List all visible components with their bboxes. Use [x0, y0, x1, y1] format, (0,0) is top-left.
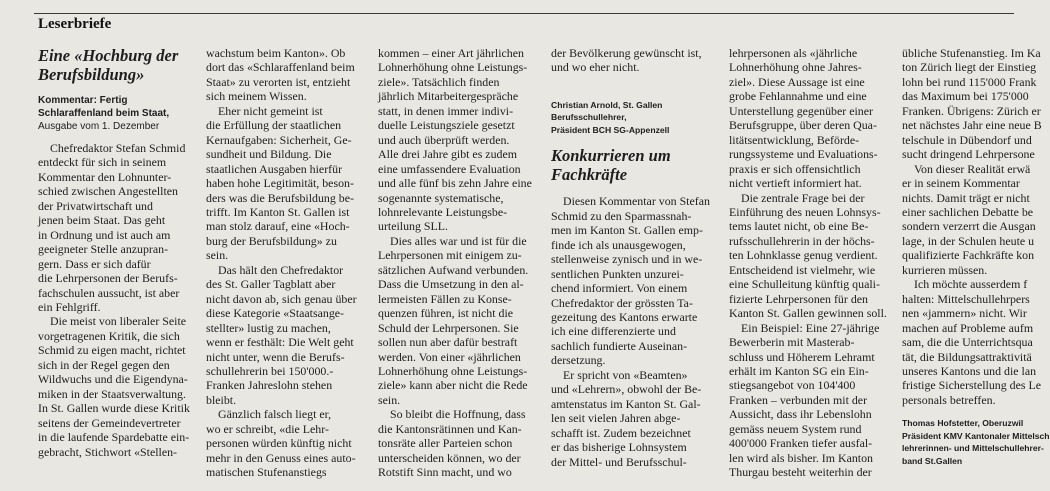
text-line: sich meinem Wissen. — [206, 89, 307, 104]
text-line: entdeckt für sich in seinem — [38, 155, 167, 170]
text-line: rufsschullehrerin in der höchs- — [729, 233, 875, 248]
text-line: nen «jammern» nicht. Wir — [902, 306, 1027, 321]
text-line: geeigneter Stelle anzupran- — [38, 242, 169, 257]
text-line: und auch überprüft werden. — [378, 132, 510, 147]
text-line: seitens der Gemeindevertreter — [38, 415, 181, 430]
text-line: Lehrpersonen mit einigem zu- — [378, 248, 522, 263]
letter1-text-part1 — [38, 141, 196, 459]
text-line: Eher nicht gemeint ist — [218, 103, 323, 118]
text-line: ton Zürich liegt der Einstieg — [902, 60, 1037, 75]
text-line: stellenweise zynisch und in we- — [551, 252, 703, 267]
text-line: In St. Gallen wurde diese Kritik — [38, 401, 190, 416]
text-line: übliche Stufenanstieg. Im Ka — [902, 46, 1041, 60]
text-line: grobe Fehlannahme und eine — [729, 89, 867, 104]
text-line: Franken. Übrigens: Zürich er — [902, 103, 1041, 118]
text-line: Thomas Hofstetter, Oberuzwil — [902, 418, 1024, 429]
text-line: sein. — [206, 248, 229, 263]
text-line: stellter» lustig zu machen, — [206, 320, 331, 335]
text-line: Alle drei Jahre gibt es zudem — [378, 147, 518, 162]
column-3 — [378, 46, 546, 480]
text-line: Kernaufgaben: Sicherheit, Ge- — [206, 132, 352, 147]
text-line: qualifizierte Fachkräfte kon — [902, 248, 1035, 263]
text-line: man stolz darauf, eine «Hoch- — [206, 219, 350, 234]
text-line: finde ich als unausgewogen, — [551, 237, 686, 252]
text-line: nichts. Damit trägt er nicht — [902, 190, 1030, 205]
text-line: schullehrerin bei 150'000.- — [206, 363, 334, 378]
text-line: Chefredaktor der grössten Ta- — [551, 295, 693, 310]
text-line: praxis er sich offensichtlich — [729, 161, 861, 176]
text-line: gebracht, Stichwort «Stellen- — [38, 444, 178, 459]
column-6 — [902, 46, 1050, 467]
text-line: in die laufende Spardebatte ein- — [38, 430, 190, 445]
text-line: gern. Dass er sich dafür — [38, 256, 151, 271]
text-line: die Kantonsrätinnen und Kan- — [378, 421, 522, 436]
text-line: sich in der Regel gegen den — [38, 357, 170, 372]
text-line: Von dieser Realität erwä — [914, 161, 1031, 176]
text-line: Dies alles war und ist für die — [390, 233, 527, 248]
text-line: ders was die Berufsbildung be- — [206, 190, 354, 205]
text-line: vorgetragenen Kritik, die sich — [38, 328, 180, 343]
text-line: nicht unter, wenn die Berufs- — [206, 349, 345, 364]
text-line: er das bisherige Lohnsystem — [551, 440, 687, 455]
text-line: Präsident KMV Kantonaler Mittelsch — [902, 430, 1050, 441]
text-line: jenen beim Staat. Das geht — [38, 213, 166, 228]
text-line: ziel». Diese Aussage ist eine — [729, 74, 865, 89]
text-line: dort das «Schlaraffenland beim — [206, 60, 355, 75]
text-line: die Erfüllung der staatlichen — [206, 118, 342, 133]
text-line: Schuld der Lehrpersonen. Sie — [378, 320, 519, 335]
text-line: Diesen Kommentar von Stefan — [563, 194, 710, 209]
text-line: nicht vertieft informiert hat. — [729, 176, 862, 191]
text-line: statt, in denen immer indivi- — [378, 103, 514, 118]
text-line: eine Schulleitung künftig quali- — [729, 277, 880, 292]
text-line: machen auf Probleme aufm — [902, 320, 1034, 335]
text-line: sachlich fundierte Auseinan- — [551, 338, 688, 353]
text-line: bleibt. — [206, 392, 237, 407]
text-line: lehrerinnen- und Mittelschullehrer- — [902, 443, 1044, 454]
text-line: Er spricht von «Beamten» — [563, 367, 688, 382]
text-line: kurrieren müssen. — [902, 262, 988, 277]
text-line: tems lautet nicht, ob eine Be- — [729, 219, 869, 234]
text-line: Chefredaktor Stefan Schmid — [50, 141, 186, 155]
text-line: urteilung SLL. — [378, 219, 449, 234]
text-line: Die zentrale Frage bei der — [741, 190, 865, 205]
text-line: der Privatwirtschaft und — [38, 198, 153, 213]
text-line: die Lehrpersonen der Berufs- — [38, 271, 178, 286]
text-line: schafft ist. Zudem bezeichnet — [551, 425, 691, 440]
text-line: litätsentwicklung, Beförde- — [729, 132, 860, 147]
text-line: amtenstatus im Kanton St. Gal- — [551, 396, 701, 411]
text-line: quenzen führen, ist nicht die — [378, 306, 514, 321]
text-line: sätzlichen Aufwand verbunden. — [378, 262, 529, 277]
text-line: erhält im Kanton SG ein Ein- — [729, 363, 869, 378]
text-line: in Ordnung und ist auch am — [38, 227, 171, 242]
text-line: Die meist von liberaler Seite — [50, 314, 187, 329]
text-line: So bleibt die Hoffnung, dass — [390, 407, 526, 422]
text-line: lohn bei rund 115'000 Frank — [902, 74, 1037, 89]
text-line: lehrpersonen als «jährliche — [729, 46, 858, 60]
text-line: Lohnerhöhung ohne Leistungs- — [378, 363, 528, 378]
text-line: chend informiert. Von einem — [551, 281, 688, 296]
text-line: len seit vielen Jahren abge- — [551, 411, 681, 426]
text-line: der Mittel- und Berufsschul- — [551, 454, 687, 469]
text-line: lohnrelevante Leistungsbe- — [378, 204, 508, 219]
text-line: sogenannte systematische, — [378, 190, 504, 205]
text-line: sollen nun aber dafür bestraft — [378, 335, 518, 350]
text-line: Schmid zu eigen macht, richtet — [38, 343, 186, 358]
text-line: rungssysteme und Evaluations- — [729, 147, 878, 162]
text-line: band St.Gallen — [902, 455, 963, 466]
text-line: ein Fehlgriff. — [38, 299, 101, 314]
letter1-comment-ref: Kommentar: Fertig Schlaraffenland beim Staat, — [38, 95, 170, 119]
top-rule — [34, 13, 1014, 14]
text-line: Dass die Umsetzung in den al- — [378, 277, 524, 292]
text-line: einer sachlichen Debatte be — [902, 204, 1034, 219]
text-line: lermeisten Fällen zu Konse- — [378, 291, 512, 306]
text-line: nicht davon ab, sich genau über — [206, 291, 357, 306]
letter2-text-part3 — [902, 46, 1042, 407]
text-line: Thurgau besteht weiterhin der — [729, 465, 872, 480]
text-line: burg der Berufsbildung» zu — [206, 233, 337, 248]
text-line: der Bevölkerung gewünscht ist, — [551, 46, 702, 60]
text-line: len wird als bisher. Im Kanton — [729, 450, 873, 465]
text-line: Gänzlich falsch liegt er, — [218, 407, 332, 422]
text-line: Berufsschullehrer, — [551, 112, 627, 123]
text-line: personen würden künftig nicht — [206, 436, 352, 451]
text-line: gezeitung des Kantons erwarte — [551, 310, 698, 325]
text-line: gemäss neuem System rund — [729, 421, 862, 436]
text-line: halten: Mittelschullehrpers — [902, 291, 1030, 306]
text-line: unterscheiden können, wo der — [378, 450, 521, 465]
text-line: sentlichen Punkten unzurei- — [551, 266, 684, 281]
text-line: ziele». Tatsächlich finden — [378, 74, 500, 89]
text-line: sucht dringend Lehrpersone — [902, 147, 1035, 162]
text-line: und alle fünf bis zehn Jahre eine — [378, 176, 532, 191]
text-line: Ein Beispiel: Eine 27-jährige — [741, 320, 880, 335]
letter1-headline: Eine «Hochburg der Berufsbildung» — [38, 46, 179, 84]
text-line: Wildwuchs und die Eigendyna- — [38, 372, 188, 387]
column-1 — [38, 40, 196, 459]
text-line: Das hält den Chefredaktor — [218, 262, 344, 277]
text-line: das Maximum bei 175'000 — [902, 89, 1029, 104]
text-line: fachschulen aussucht, ist aber — [38, 285, 180, 300]
text-line: Staat» zu verorten ist, entzieht — [206, 74, 351, 89]
column-2 — [206, 46, 372, 480]
text-line: Lohnerhöhung ohne Leistungs- — [378, 60, 528, 75]
text-line: ziele» kann aber nicht die Rede — [378, 378, 528, 393]
letter2-text-part2 — [729, 46, 897, 480]
column-5 — [729, 46, 897, 480]
text-line: sein. — [378, 392, 401, 407]
text-line: schied zwischen Angestellten — [38, 184, 179, 199]
letter1-text-part2 — [206, 46, 372, 480]
text-line: personals betreffen. — [902, 392, 996, 407]
text-line: Bewerberin mit Masterab- — [729, 335, 855, 350]
letter1-text-end — [551, 46, 721, 75]
letter1-edition: Ausgabe vom 1. Dezember — [38, 121, 160, 132]
text-line: staatlichen Ausgaben hierfür — [206, 161, 343, 176]
text-line: fizierte Lehrpersonen für den — [729, 291, 868, 306]
text-line: Schmid zu den Sparmassnah- — [551, 208, 692, 223]
text-line: wo er schreibt, «die Lehr- — [206, 421, 329, 436]
text-line: lage, in der Schulen heute u — [902, 233, 1035, 248]
text-line: Kanton St. Gallen gewinnen soll. — [729, 306, 887, 321]
text-line: trifft. Im Kanton St. Gallen ist — [206, 204, 350, 219]
text-line: miken in der Staatsverwaltung. — [38, 386, 186, 401]
text-line: Franken – verbunden mit der — [729, 392, 868, 407]
text-line: Rotstift Sinn macht, und wo — [378, 465, 512, 480]
text-line: er in seinem Kommentar — [902, 176, 1020, 191]
text-line: mehr in den Genuss eines auto- — [206, 450, 356, 465]
letter1-signature — [551, 99, 721, 137]
text-line: haben hohe Legitimität, beson- — [206, 176, 354, 191]
text-line: sam, die die Unterrichtsqua — [902, 335, 1033, 350]
text-line: und wo eher nicht. — [551, 60, 640, 75]
text-line: ten Lohnklasse genug verdient. — [729, 248, 878, 263]
text-line: des St. Galler Tagblatt aber — [206, 277, 336, 292]
text-line: Einführung des neuen Lohnsys- — [729, 204, 881, 219]
text-line: Präsident BCH SG-Appenzell — [551, 124, 670, 135]
text-line: eine umfassendere Evaluation — [378, 161, 521, 176]
letter2-text-part1 — [551, 194, 721, 469]
text-line: dersetzung. — [551, 353, 606, 368]
text-line: werden. Von einer «jährlichen — [378, 349, 521, 364]
letter2-headline: Konkurrieren um Fachkräfte — [551, 146, 671, 185]
letter2-signature — [902, 417, 1050, 467]
text-line: Kommentar den Lohnunter- — [38, 169, 172, 184]
text-line: wenn er festhält: Die Welt geht — [206, 335, 354, 350]
text-line: Berufsgruppe, über deren Qua- — [729, 118, 877, 133]
text-line: wachstum beim Kanton». Ob — [206, 46, 346, 60]
text-line: schluss und Höherem Lehramt — [729, 349, 875, 364]
text-line: Lohnerhöhung ohne Jahres- — [729, 60, 862, 75]
text-line: Aussicht, dass ihr Lebenslohn — [729, 407, 872, 422]
text-line: tät, die Bildungsattraktivitä — [902, 349, 1032, 364]
text-line: Christian Arnold, St. Gallen — [551, 99, 663, 110]
text-line: und «Lehrern», obwohl der Be- — [551, 382, 702, 397]
text-line: fristige Sicherstellung des Le — [902, 378, 1042, 393]
text-line: Franken Jahreslohn stehen — [206, 378, 333, 393]
text-line: Ich möchte ausserdem f — [914, 277, 1028, 292]
column-4 — [551, 46, 721, 469]
text-line: men im Kanton St. Gallen emp- — [551, 223, 703, 238]
text-line: sundheit und Bildung. Die — [206, 147, 332, 162]
text-line: unseres Kantons und die lan — [902, 363, 1037, 378]
text-line: telschule in Dübendorf und — [902, 132, 1032, 147]
text-line: jährlich Mitarbeitergespräche — [378, 89, 519, 104]
letter1-text-part3 — [378, 46, 546, 480]
text-line: Unterstellung gegenüber einer — [729, 103, 873, 118]
text-line: matischen Stufenanstiegs — [206, 465, 327, 480]
text-line: ich eine differenzierte und — [551, 324, 676, 339]
text-line: duelle Leistungsziele gesetzt — [378, 118, 515, 133]
section-title: Leserbriefe — [38, 16, 112, 32]
text-line: 400'000 Franken tiefer ausfal- — [729, 436, 873, 451]
text-line: kommen – einer Art jährlichen — [378, 46, 524, 60]
text-line: net nächstes Jahr eine neue B — [902, 118, 1042, 133]
text-line: Entscheidend ist vielmehr, wie — [729, 262, 876, 277]
text-line: diese Kategorie «Staatsange- — [206, 306, 345, 321]
text-line: sondern verzerrt die Ausgan — [902, 219, 1036, 234]
text-line: tonsräte aller Parteien schon — [378, 436, 513, 451]
text-line: stiegsangebot von 104'400 — [729, 378, 856, 393]
